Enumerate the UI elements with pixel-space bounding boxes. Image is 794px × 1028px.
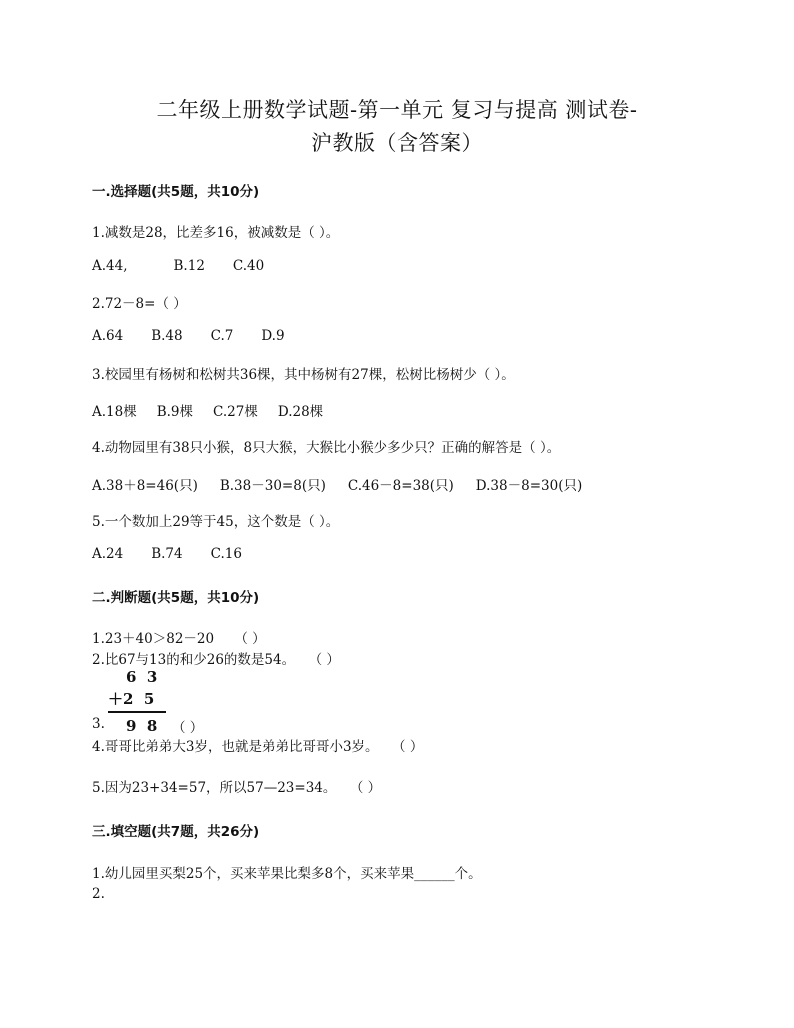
options-1-3 <box>92 400 351 420</box>
question-1-2: 2.72－8=（ ） <box>92 296 187 312</box>
option-c: C.40 <box>232 258 265 274</box>
sum-rule <box>108 711 166 713</box>
option-b: B.12 <box>173 258 205 274</box>
options-1-2 <box>92 328 313 344</box>
vertical-addition <box>108 666 168 737</box>
option-d: D.38－8=30(只) <box>475 478 583 494</box>
page-title-line1: 二年级上册数学试题-第一单元 复习与提高 测试卷- <box>156 98 638 122</box>
question-2-1: 1.23＋40＞82－20 （ ） <box>92 631 266 647</box>
question-2-5: 5.因为23+34=57，所以57—23=34。 （ ） <box>92 780 382 796</box>
addend-2: ＋2 5 <box>108 690 155 708</box>
option-b: B.9棵 <box>156 404 194 420</box>
option-a: A.18棵 <box>92 404 137 420</box>
option-d: D.28棵 <box>277 404 324 420</box>
question-1-1: 1.减数是28，比差多16，被减数是（ ）。 <box>92 225 340 241</box>
option-a: A.44, <box>92 258 128 274</box>
option-a: A.64 <box>92 328 124 344</box>
option-a: A.38＋8=46(只) <box>92 478 198 494</box>
options-1-5 <box>92 546 270 562</box>
options-1-1 <box>92 258 292 274</box>
option-c: C.27棵 <box>213 404 258 420</box>
question-2-3-number: 3. <box>92 716 105 732</box>
option-b: B.38－30=8(只) <box>219 478 326 494</box>
question-1-3: 3.校园里有杨树和松树共36棵，其中杨树有27棵，松树比杨树少（ ）。 <box>92 367 515 383</box>
option-d: D.9 <box>261 328 285 344</box>
sum-result: 9 8 <box>126 716 158 735</box>
page-title-line2: 沪教版（含答案） <box>311 131 483 155</box>
option-c: C.46－8=38(只) <box>347 478 454 494</box>
question-2-4: 4.哥哥比弟弟大3岁，也就是弟弟比哥哥小3岁。 （ ） <box>92 739 424 755</box>
question-1-5: 5.一个数加上29等于45，这个数是（ ）。 <box>92 514 340 530</box>
option-b: B.48 <box>151 328 183 344</box>
section-heading-judgement: 二.判断题(共5题，共10分) <box>92 590 260 606</box>
addend-1: 6 3 <box>126 668 158 686</box>
question-3-2: 2. <box>92 886 105 902</box>
option-a: A.24 <box>92 546 124 562</box>
answer-paren: （ ） <box>172 720 204 736</box>
question-1-4: 4.动物园里有38只小猴，8只大猴，大猴比小猴少多少只？正确的解答是（ ）。 <box>92 440 561 456</box>
question-3-1: 1.幼儿园里买梨25个，买来苹果比梨多8个，买来苹果______个。 <box>92 866 482 882</box>
section-heading-fill-blank: 三.填空题(共7题，共26分) <box>92 824 260 840</box>
section-heading-choice: 一.选择题(共5题，共10分) <box>92 184 260 200</box>
question-2-2: 2.比67与13的和少26的数是54。 （ ） <box>92 652 340 668</box>
option-c: C.7 <box>210 328 234 344</box>
option-c: C.16 <box>210 546 242 562</box>
options-1-4 <box>92 474 610 494</box>
option-b: B.74 <box>151 546 183 562</box>
